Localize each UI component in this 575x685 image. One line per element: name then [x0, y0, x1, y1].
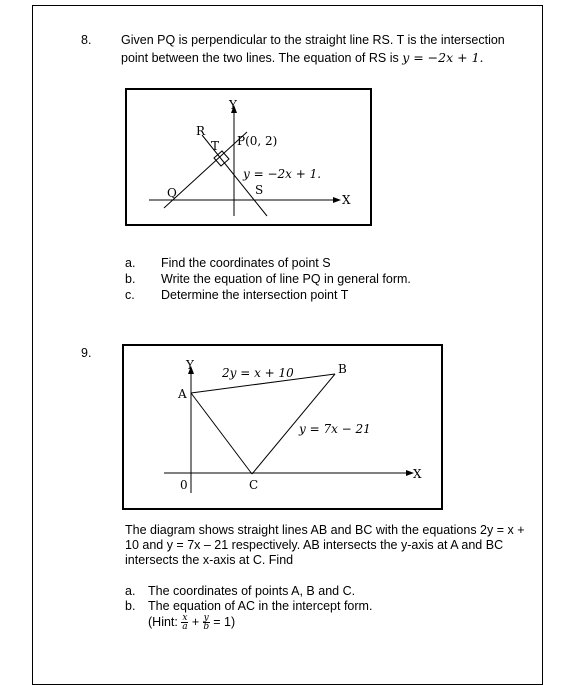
q9-hint-frac1-den: a	[182, 622, 188, 633]
q8-part-c-letter: c.	[125, 288, 135, 302]
q9-part-b-letter: b.	[125, 599, 136, 613]
q9-part-a-text: The coordinates of points A, B and C.	[148, 584, 356, 598]
q9-para-line1: The diagram shows straight lines AB and BC with the equations 2y = x +	[125, 523, 525, 537]
q8-label-q: Q	[167, 186, 177, 200]
q8-part-c-text: Determine the intersection point T	[161, 288, 349, 302]
q9-para-line2: 10 and y = 7x – 21 respectively. AB intersects the y-axis at A and BC	[125, 538, 504, 552]
q8-label-s: S	[255, 183, 264, 197]
q8-part-b-letter: b.	[125, 272, 136, 286]
q9-part-b-text: The equation of AC in the intercept form.	[148, 599, 373, 613]
q8-label-r: R	[196, 124, 206, 138]
q9-hint-frac1-num: x	[182, 613, 188, 624]
q9-hint-frac2-num: y	[203, 613, 209, 624]
q9-hint-plus: +	[188, 615, 203, 629]
q9-label-ab-eq: 2y = x + 10	[222, 366, 294, 380]
q8-figure-svg	[127, 90, 370, 224]
q9-para-line3: intersects the x-axis at C. Find	[125, 553, 294, 567]
q9-hint-prefix: (Hint:	[148, 615, 182, 629]
q8-label-eq: y = −2x + 1.	[243, 167, 322, 181]
q9-hint-frac2	[203, 614, 210, 631]
q9-number: 9.	[81, 346, 92, 360]
q9-label-y: Y	[186, 358, 194, 372]
q8-part-b-text: Write the equation of line PQ in general form.	[161, 272, 411, 286]
q8-label-p: P(0, 2)	[237, 134, 278, 148]
q9-line-ac	[191, 393, 252, 474]
q8-line2-text: point between the two lines. The equation of RS is	[121, 51, 403, 65]
q9-hint-suffix: = 1)	[209, 615, 236, 629]
q9-label-b: B	[338, 362, 347, 376]
q8-label-y: Y	[229, 98, 237, 112]
q9-hint-frac2-den: b	[203, 622, 210, 633]
q9-figure-svg	[124, 346, 441, 508]
q8-line1: Given PQ is perpendicular to the straight line RS. T is the intersection	[121, 33, 505, 47]
q8-x-arrow	[333, 197, 341, 203]
q9-label-a: A	[178, 387, 187, 401]
q8-line2	[121, 50, 484, 66]
q9-label-origin: 0	[180, 478, 188, 492]
q9-figure	[122, 344, 443, 510]
q9-part-a-letter: a.	[125, 584, 136, 598]
q8-line2-math: y = −2x + 1.	[402, 50, 484, 65]
q9-label-bc-eq: y = 7x − 21	[299, 422, 371, 436]
q9-label-x: X	[413, 467, 422, 481]
q8-part-a-letter: a.	[125, 256, 136, 270]
q8-figure	[125, 88, 372, 226]
q8-number: 8.	[81, 33, 92, 47]
q8-part-a-text: Find the coordinates of point S	[161, 256, 331, 270]
q8-label-t: T	[211, 139, 220, 153]
q8-label-x: X	[342, 193, 351, 207]
q9-hint	[148, 612, 235, 632]
q9-label-c: C	[249, 478, 259, 492]
